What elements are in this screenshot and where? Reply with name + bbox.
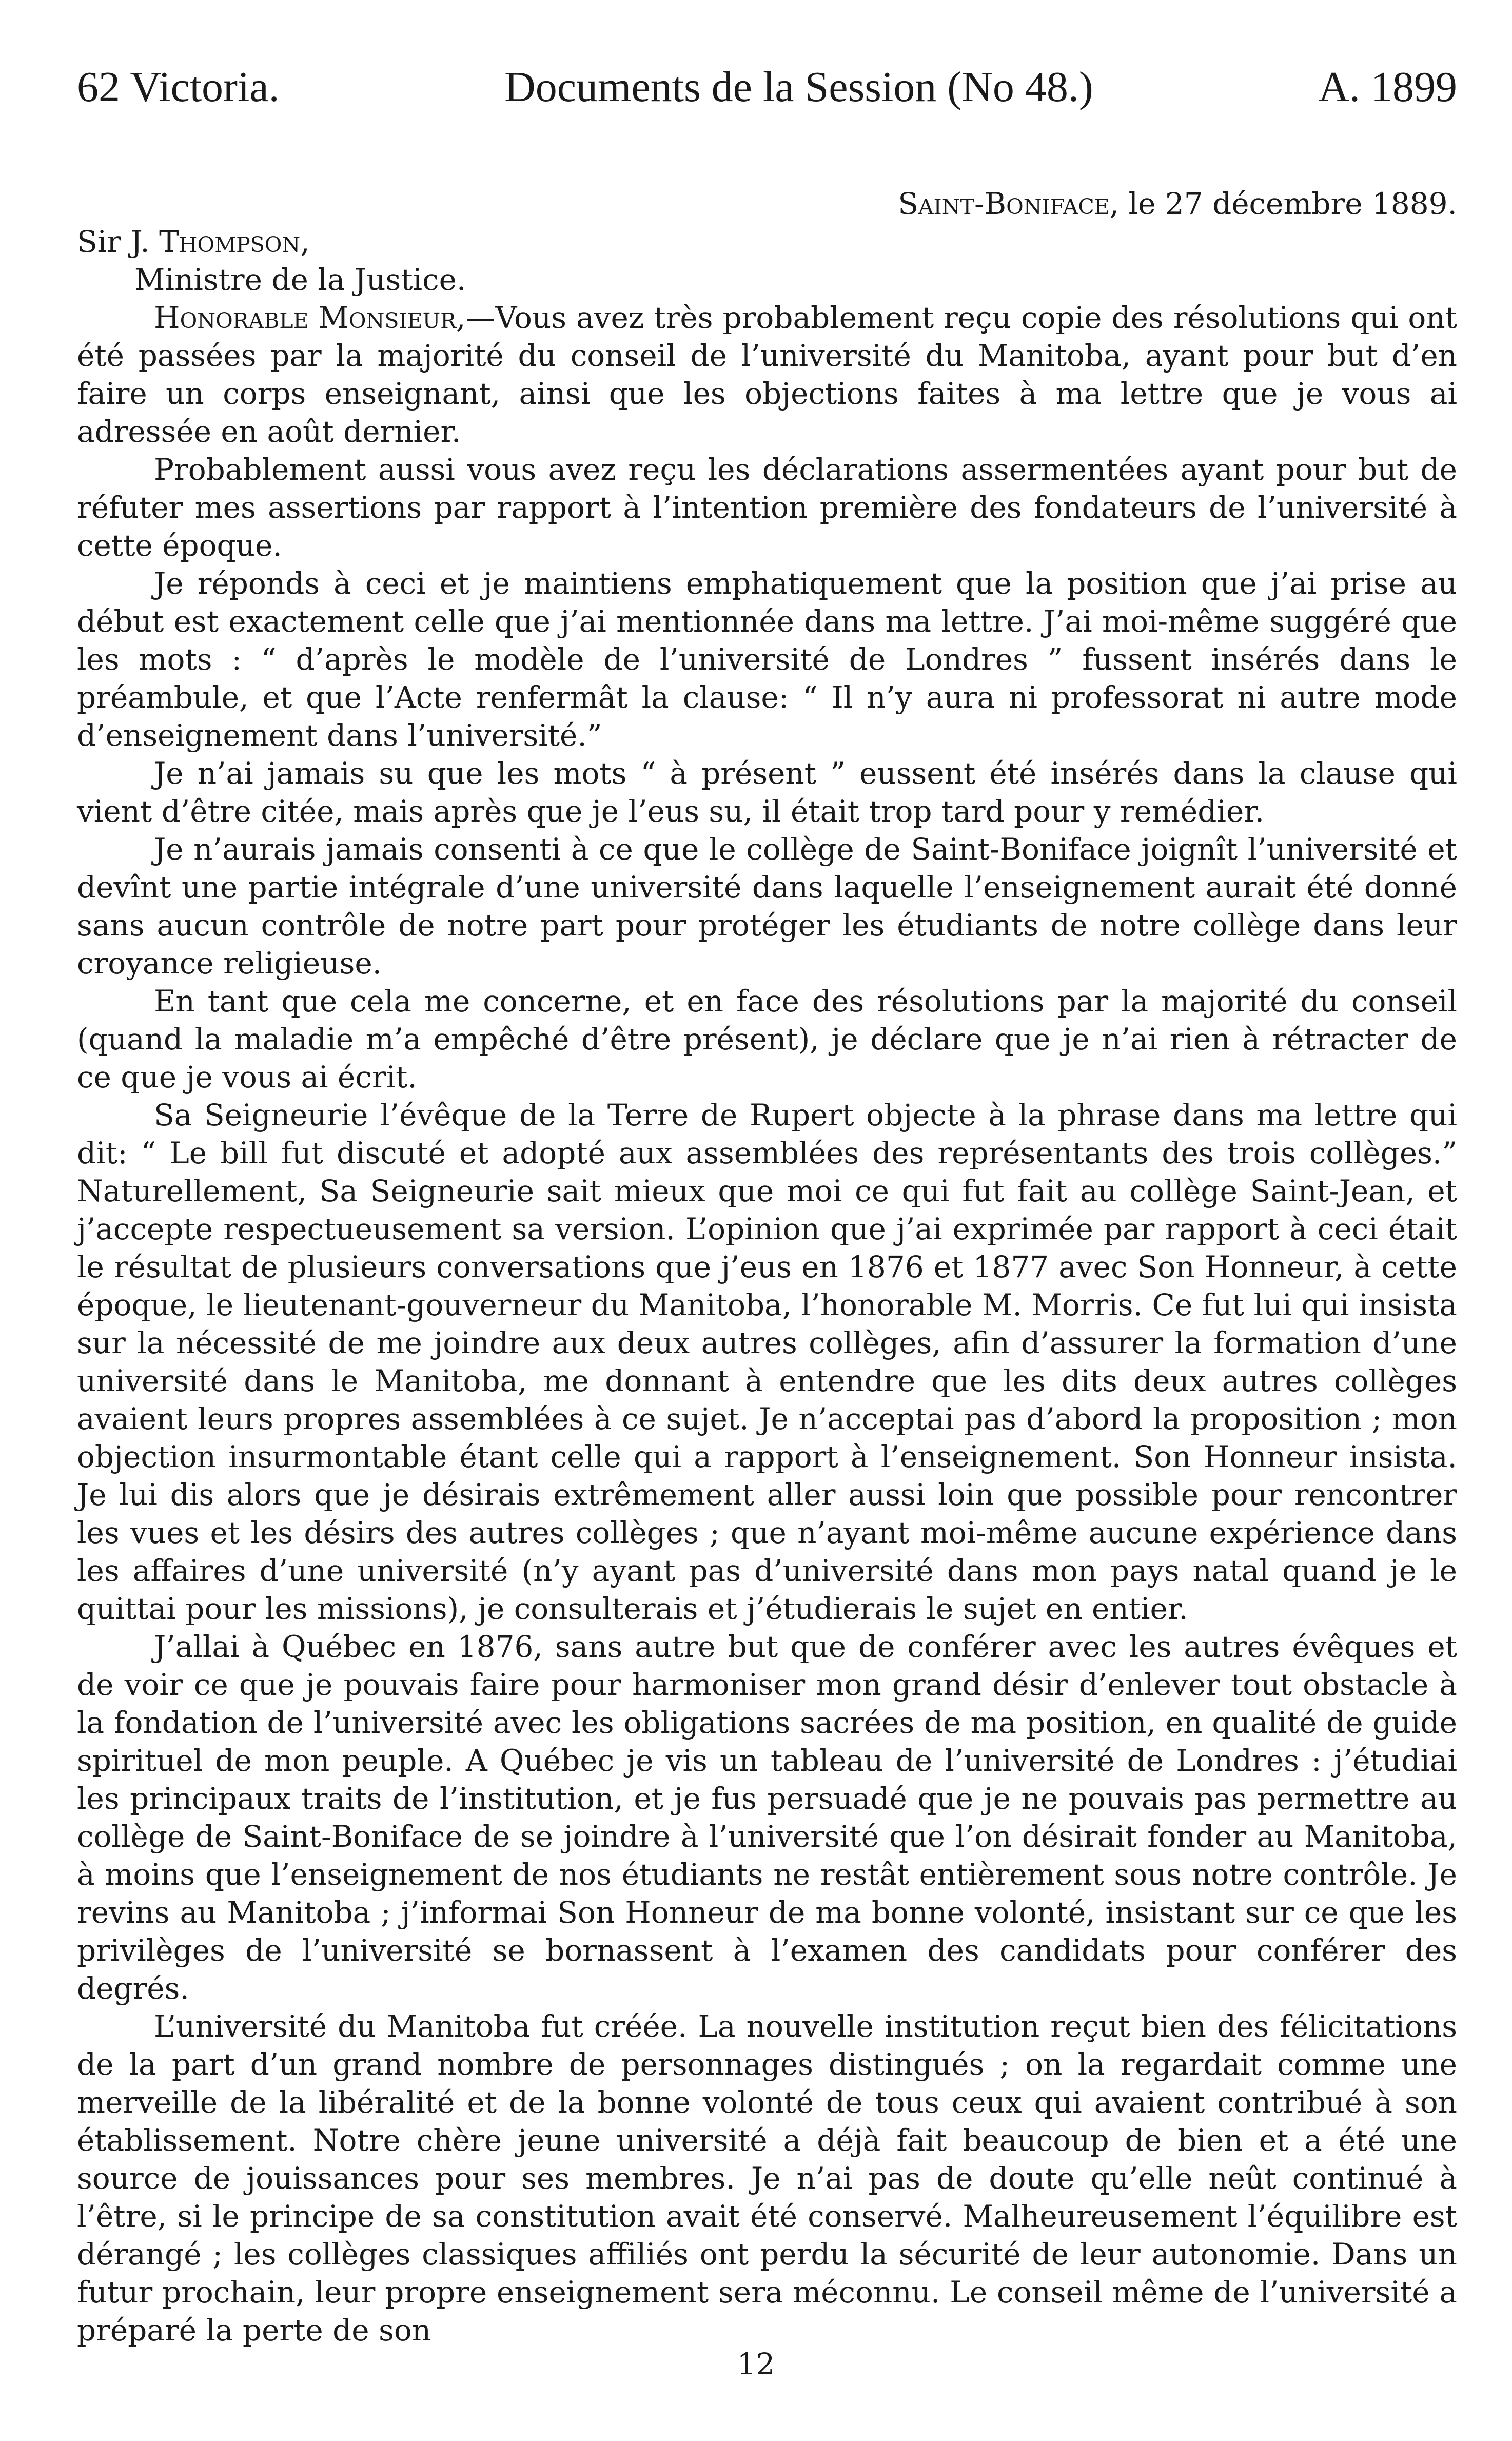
- dateline-date: , le 27 décembre 1889.: [1109, 186, 1457, 221]
- salutation: Honorable Monsieur,: [154, 300, 466, 335]
- paragraph-5: Je n’aurais jamais consenti à ce que le collège de Saint-Boniface joignît l’université et devînt une partie intégrale d’une université dans laquelle l’enseignement aurait été donné sans aucun contrôle de notre part pour protéger les étudiants de notre collège dans leur croyance religieuse.: [77, 832, 1457, 981]
- paragraph-4: Je n’ai jamais su que les mots “ à présent ” eussent été insérés dans la clause qui vient d’être citée, mais après que je l’eus su, il était trop tard pour y remédier.: [77, 756, 1457, 829]
- paragraph-1: [77, 299, 1457, 451]
- paragraph-6: En tant que cela me concerne, et en face des résolutions par la majorité du conseil (quand la maladie m’a empêché d’être présent), je déclare que je n’ai rien à rétracter de ce que je vous ai écrit.: [77, 984, 1457, 1095]
- paragraph-2: Probablement aussi vous avez reçu les déclarations assermentées ayant pour but de réfuter mes assertions par rapport à l’intention première des fondateurs de l’université à cette époque.: [77, 452, 1457, 563]
- running-header: [77, 62, 1457, 113]
- paragraph-3: Je réponds à ceci et je maintiens emphatiquement que la position que j’ai prise au début est exactement celle que j’ai mentionnée dans ma lettre. J’ai moi-même suggéré que les mots : “ d’après le modèle de l’université de Londres ” fussent insérés dans le préambule, et que l’Acte renfermât la clause: “ Il n’y aura ni professorat ni autre mode d’enseignement dans l’université.”: [77, 566, 1457, 753]
- letter-body: [77, 185, 1457, 2349]
- letter-dateline: [77, 185, 1457, 223]
- paragraph-7: Sa Seigneurie l’évêque de la Terre de Rupert objecte à la phrase dans ma lettre qui dit: “ Le bill fut discuté et adopté aux assemblées des représentants des trois collèges.” Naturellement, Sa Seigneurie sait mieux que moi ce qui fut fait au collège Saint-Jean, et j’accepte respectueusement sa version. L’opinion que j’ai exprimée par rapport à ceci était le résultat de plusieurs conversations que j’eus en 1876 et 1877 avec Son Honneur, à cette époque, le lieutenant-gouverneur du Manitoba, l’honorable M. Morris. Ce fut lui qui insista sur la nécessité de me joindre aux deux autres collèges, afin d’assurer la formation d’une université dans le Manitoba, me donnant à entendre que les dits deux autres collèges avaient leurs propres assemblées à ce sujet. Je n’acceptai pas d’abord la proposition ; mon objection insurmontable étant celle qui a rapport à l’enseignement. Son Honneur insista. Je lui dis alors que je désirais extrêmement aller aussi loin que possible pour rencontrer les vues et les désirs des autres collèges ; que n’ayant moi-même aucune expérience dans les affaires d’une université (n’y ayant pas d’université dans mon pays natal quand je le quittai pour les missions), je consulterais et j’étudierais le sujet en entier.: [77, 1098, 1457, 1626]
- addressee-prefix: Sir J.: [77, 224, 160, 259]
- header-session-title: Documents de la Session (No 48.): [504, 63, 1093, 111]
- header-regnal-year: 62 Victoria.: [77, 63, 280, 111]
- addressee-name-line: [77, 223, 1457, 261]
- paragraph-8: J’allai à Québec en 1876, sans autre but que de conférer avec les autres évêques et de voir ce que je pouvais faire pour harmoniser mon grand désir d’enlever tout obstacle à la fondation de l’université avec les obligations sacrées de ma position, en qualité de guide spirituel de mon peuple. A Québec je vis un tableau de l’université de Londres : j’étudiai les principaux traits de l’institution, et je fus persuadé que je ne pouvais pas permettre au collège de Saint-Boniface de se joindre à l’université que l’on désirait fonder au Manitoba, à moins que l’enseignement de nos étudiants ne restât entièrement sous notre contrôle. Je revins au Manitoba ; j’informai Son Honneur de ma bonne volonté, insistant sur ce que les privilèges de l’université se bornassent à l’examen des candidats pour conférer des degrés.: [77, 1629, 1457, 2006]
- header-year: A. 1899: [1318, 63, 1457, 111]
- addressee-name: Thompson: [159, 224, 301, 259]
- paragraph-1-text: —Vous avez très probablement reçu copie des résolutions qui ont été passées par la majorité du conseil de l’université du Manitoba, ayant pour but d’en faire un corps enseignant, ainsi que les objections faites à ma lettre que je vous ai adressée en août dernier.: [77, 300, 1457, 449]
- document-page: [77, 62, 1457, 2349]
- addressee-suffix: ,: [300, 224, 310, 259]
- page-number: 12: [737, 2347, 775, 2381]
- dateline-place: Saint-Boniface: [898, 186, 1110, 221]
- addressee-title: Ministre de la Justice.: [134, 262, 466, 297]
- paragraph-9: L’université du Manitoba fut créée. La nouvelle institution reçut bien des félicitations de la part d’un grand nombre de personnages distingués ; on la regardait comme une merveille de la libéralité et de la bonne volonté de tous ceux qui avaient contribué à son établissement. Notre chère jeune université a déjà fait beaucoup de bien et a été une source de jouissances pour ses membres. Je n’ai pas de doute qu’elle neût continué à l’être, si le principe de sa constitution avait été conservé. Malheureusement l’équilibre est dérangé ; les collèges classiques affiliés ont perdu la sécurité de leur autonomie. Dans un futur prochain, leur propre enseignement sera méconnu. Le conseil même de l’université a préparé la perte de son: [77, 2009, 1457, 2348]
- letter-addressee: [77, 223, 1457, 299]
